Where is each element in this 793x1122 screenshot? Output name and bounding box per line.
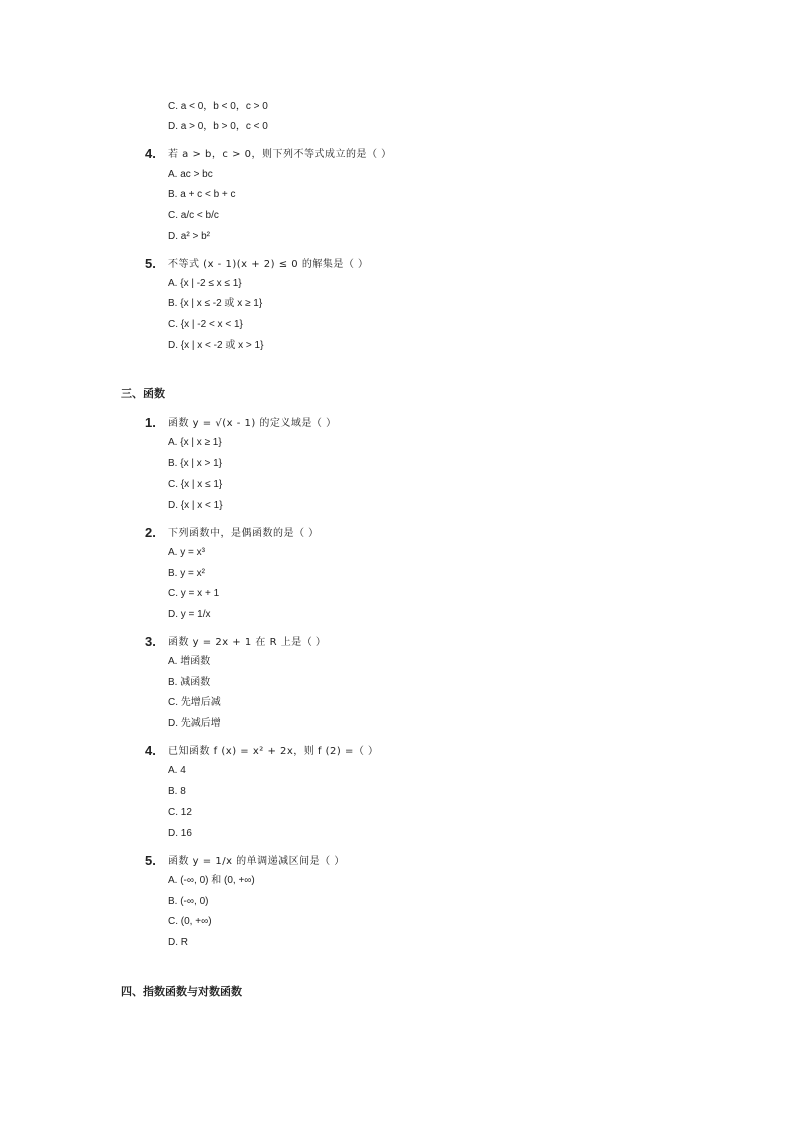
option: D. 先减后增 bbox=[168, 718, 221, 729]
option: C. y = x + 1 bbox=[168, 588, 220, 599]
option: C. 先增后减 bbox=[168, 697, 221, 708]
option: D. {x | x < 1} bbox=[168, 500, 223, 511]
question-number: 4. bbox=[145, 146, 156, 161]
question-number: 5. bbox=[145, 853, 156, 868]
option: D. a² > b² bbox=[168, 231, 210, 242]
option: C. {x | x ≤ 1} bbox=[168, 479, 223, 490]
question-number: 4. bbox=[145, 743, 156, 758]
question-text: 函数 y = 2x + 1 在 R 上是（ ） bbox=[168, 637, 327, 648]
option: C. a/c < b/c bbox=[168, 210, 219, 221]
question-text: 已知函数 f (x) = x² + 2x，则 f (2) =（ ） bbox=[168, 746, 379, 757]
question-text: 函数 y = √(x - 1) 的定义域是（ ） bbox=[168, 418, 337, 429]
option: D. y = 1/x bbox=[168, 609, 211, 620]
option: A. {x | -2 ≤ x ≤ 1} bbox=[168, 278, 242, 289]
option: D. R bbox=[168, 937, 188, 948]
option: A. (-∞, 0) 和 (0, +∞) bbox=[168, 875, 255, 886]
question-text: 下列函数中，是偶函数的是（ ） bbox=[168, 528, 319, 539]
section-heading: 三、函数 bbox=[121, 387, 165, 400]
section-heading: 四、指数函数与对数函数 bbox=[121, 985, 242, 998]
option: D. 16 bbox=[168, 828, 192, 839]
question-text: 不等式 (x - 1)(x + 2) ≤ 0 的解集是（ ） bbox=[168, 259, 369, 270]
option: B. (-∞, 0) bbox=[168, 896, 209, 907]
option: A. {x | x ≥ 1} bbox=[168, 437, 222, 448]
question-number: 2. bbox=[145, 525, 156, 540]
option: B. 8 bbox=[168, 786, 186, 797]
option: A. 4 bbox=[168, 765, 186, 776]
option: C. a < 0，b < 0，c > 0 bbox=[168, 101, 268, 112]
option: D. {x | x < -2 或 x > 1} bbox=[168, 340, 264, 351]
question-text: 若 a > b，c > 0，则下列不等式成立的是（ ） bbox=[168, 149, 392, 160]
option: D. a > 0，b > 0，c < 0 bbox=[168, 121, 268, 132]
option: A. 增函数 bbox=[168, 656, 211, 667]
question-number: 5. bbox=[145, 256, 156, 271]
option: C. 12 bbox=[168, 807, 192, 818]
option: A. y = x³ bbox=[168, 547, 205, 558]
option: B. {x | x ≤ -2 或 x ≥ 1} bbox=[168, 298, 263, 309]
question-number: 3. bbox=[145, 634, 156, 649]
option: B. {x | x > 1} bbox=[168, 458, 223, 469]
question-text: 函数 y = 1/x 的单调递减区间是（ ） bbox=[168, 856, 345, 867]
option: B. 减函数 bbox=[168, 677, 211, 688]
option: C. (0, +∞) bbox=[168, 916, 212, 927]
question-number: 1. bbox=[145, 415, 156, 430]
option: A. ac > bc bbox=[168, 169, 213, 180]
option: B. a + c < b + c bbox=[168, 189, 236, 200]
option: C. {x | -2 < x < 1} bbox=[168, 319, 243, 330]
option: B. y = x² bbox=[168, 568, 205, 579]
